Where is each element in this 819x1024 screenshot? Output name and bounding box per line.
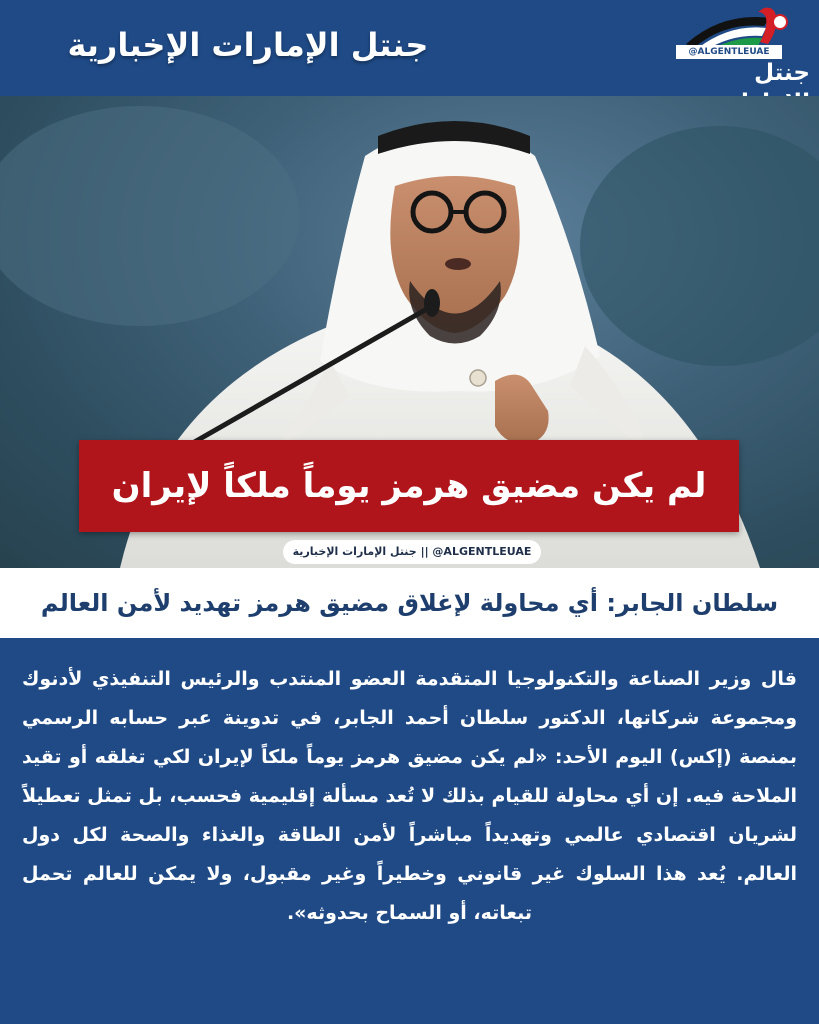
page-title: جنتل الإمارات الإخبارية xyxy=(67,26,429,64)
source-tag: جنتل الإمارات الإخبارية || @ALGENTLEUAE xyxy=(283,540,541,564)
subtitle-band: سلطان الجابر: أي محاولة لإغلاق مضيق هرمز تهديد لأمن العالم xyxy=(0,568,819,638)
article-body: قال وزير الصناعة والتكنولوجيا المتقدمة العضو المنتدب والرئيس التنفيذي لأدنوك ومجموعة شركاتها، الدكتور سلطان أحمد الجابر، في تدوينة عبر حسابه الرسمي بمنصة (إكس) اليوم الأحد: «لم يكن مضيق هرمز يوماً ملكاً لإيران لكي تغلقه أو تقيد الملاحة فيه. إن أي محاولة للقيام بذلك لا تُعد مسألة إقليمية فحسب، بل تمثل تعطيلاً لشريان اقتصادي عالمي وتهديداً مباشراً لأمن الطاقة والغذاء والصحة لكل دول العالم. يُعد هذا السلوك غير قانوني وخطيراً وغير مقبول، ولا يمكن للعالم تحمل تبعاته، أو السماح بحدوثه». xyxy=(22,668,797,924)
brand-logo xyxy=(652,4,814,92)
logo-handle: @ALGENTLEUAE xyxy=(676,45,782,59)
header-band xyxy=(0,0,819,96)
logo-name: جنتل xyxy=(754,60,810,86)
headline-banner: لم يكن مضيق هرمز يوماً ملكاً لإيران xyxy=(79,440,739,532)
